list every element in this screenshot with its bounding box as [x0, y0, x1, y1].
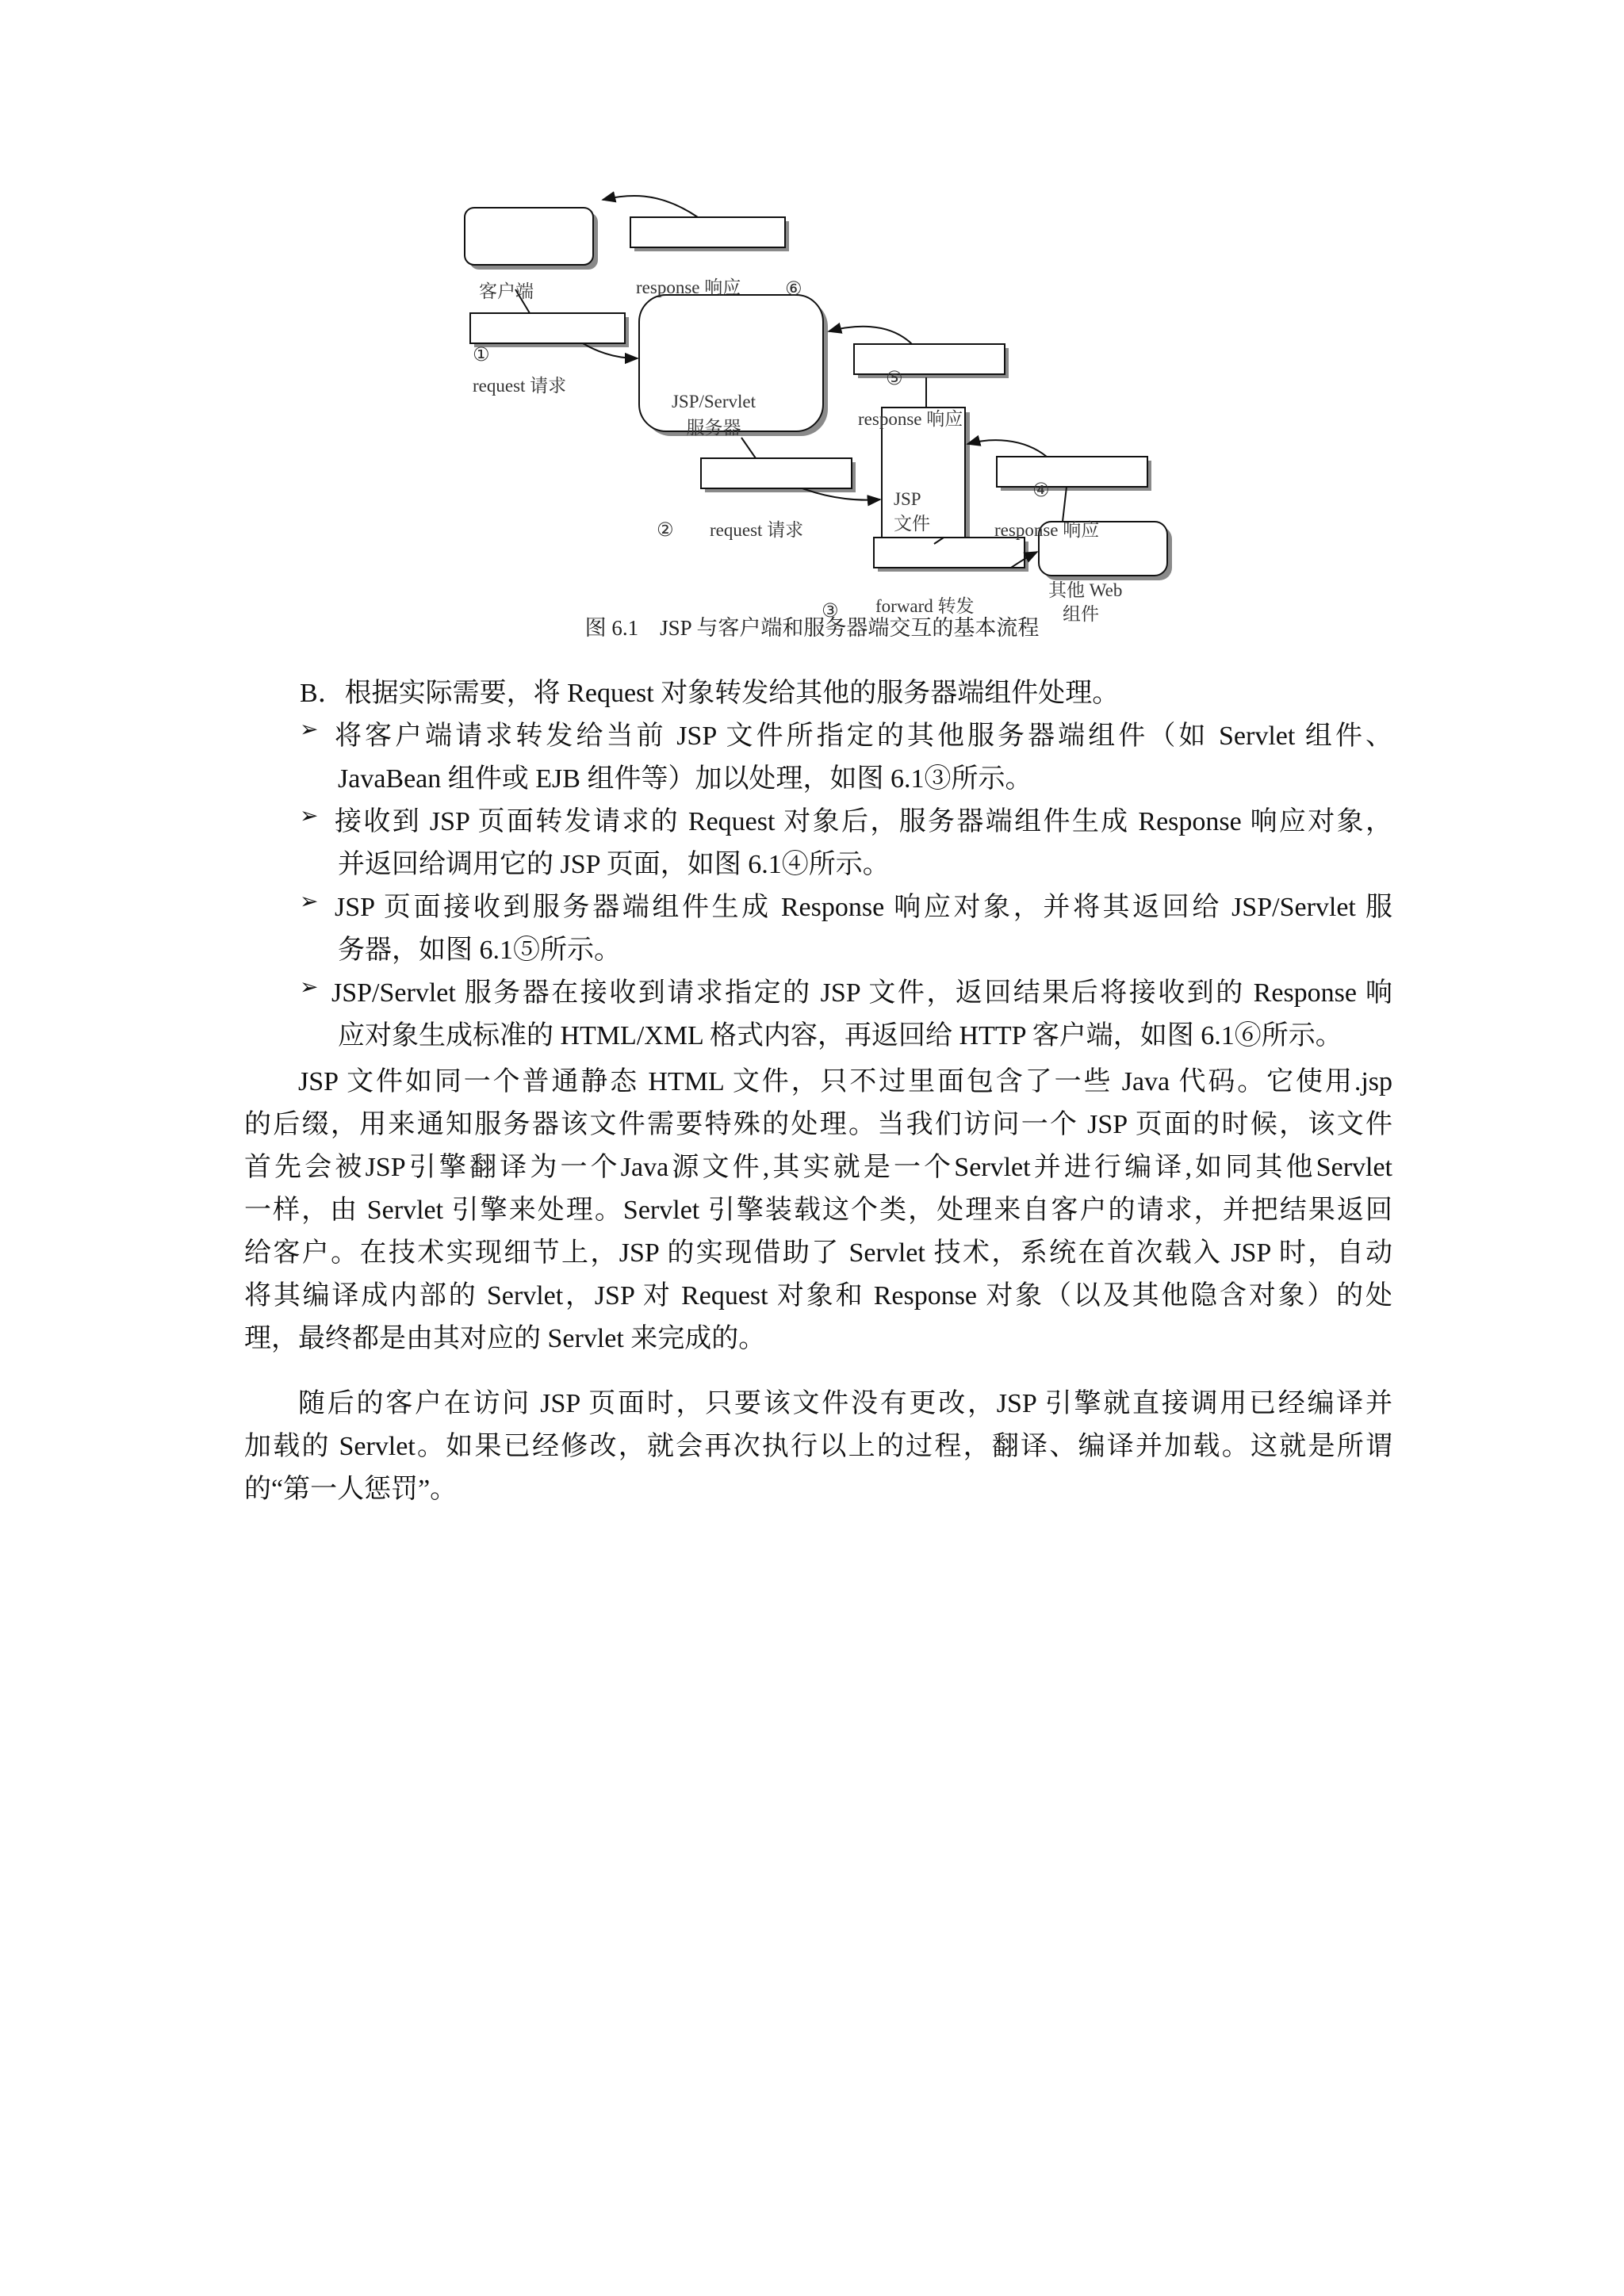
paragraph-1-line-3: 首先会被JSP引擎翻译为一个Java源文件,其实就是一个Servlet并进行编译,如同其他Servlet [244, 1153, 1392, 1182]
bullet-3-line-2: 务器，如图 6.1⑤所示。 [338, 936, 621, 965]
label-client: 客户端 [479, 281, 534, 301]
label-jsp-line1: JSP [894, 489, 921, 509]
request-bar-1 [470, 313, 629, 347]
paragraph-1-line-2: 的后缀，用来通知服务器该文件需要特殊的处理。当我们访问一个 JSP 页面的时候，该文件 [244, 1110, 1392, 1139]
paragraph-1-line-7: 理，最终都是由其对应的 Servlet 来完成的。 [244, 1324, 766, 1353]
label-response-4: response 响应 [994, 520, 1100, 540]
label-response-6: response 响应 [636, 277, 741, 297]
section-heading-b: B．根据实际需要，将 Request 对象转发给其他的服务器端组件处理。 [300, 679, 1120, 708]
response-bar-6 [630, 217, 789, 251]
label-jsp-line2: 文件 [894, 514, 930, 534]
response-bar-5 [854, 344, 1009, 378]
server-box [639, 295, 828, 436]
arrow-5-to-server [829, 327, 912, 344]
paragraph-1-line-6: 将其编译成内部的 Servlet，JSP 对 Request 对象和 Response 对象（以及其他隐含对象）的处 [244, 1281, 1392, 1311]
arrow-4-to-jsp [967, 440, 1047, 457]
bullet-3-line-1: JSP 页面接收到服务器端组件生成 Response 响应对象，并将其返回给 JSP/Servlet 服 [335, 893, 1392, 922]
figure-jsp-flow-diagram [0, 0, 1624, 650]
label-request-2: request 请求 [710, 520, 804, 540]
bullet-1-line-2: JavaBean 组件或 EJB 组件等）加以处理，如图 6.1③所示。 [338, 764, 1032, 794]
connector-web-response4 [1063, 487, 1067, 522]
label-circle-1: ① [473, 343, 490, 365]
paragraph-1-line-5: 给客户。在技术实现细节上，JSP 的实现借助了 Servlet 技术，系统在首次载入 JSP 时，自动 [244, 1238, 1392, 1268]
paragraph-2-line-2: 加载的 Servlet。如果已经修改，就会再次执行以上的过程，翻译、编译并加载。这就是所谓 [244, 1432, 1392, 1461]
figure-caption: 图 6.1 JSP 与客户端和服务器端交互的基本流程 [584, 616, 1040, 640]
paragraph-2-line-3: 的“第一人惩罚”。 [244, 1475, 458, 1504]
bullet-arrow-icon: ➢ [300, 802, 319, 828]
arrow-6-to-client [603, 196, 698, 217]
bullet-1-line-1: 将客户端请求转发给当前 JSP 文件所指定的其他服务器端组件（如 Servlet 组件、 [335, 721, 1392, 751]
label-response-5: response 响应 [858, 409, 963, 429]
label-circle-3: ③ [822, 599, 839, 622]
connector-server-request2 [741, 438, 756, 458]
label-circle-6: ⑥ [785, 277, 802, 300]
bullet-2-line-1: 接收到 JSP 页面转发请求的 Request 对象后，服务器端组件生成 Response 响应对象， [335, 807, 1392, 836]
response-bar-4 [997, 457, 1151, 491]
label-forward-3: forward 转发 [875, 596, 975, 616]
label-web-line2: 组件 [1063, 604, 1099, 624]
flow-diagram [0, 0, 1624, 650]
client-box [465, 208, 598, 270]
label-server-line2: 服务器 [686, 418, 741, 438]
bullet-arrow-icon: ➢ [300, 888, 319, 914]
label-server-line1: JSP/Servlet [671, 392, 756, 411]
label-circle-4: ④ [1032, 479, 1050, 501]
label-circle-5: ⑤ [886, 367, 903, 389]
bullet-arrow-icon: ➢ [300, 974, 319, 1000]
forward-bar-3 [874, 538, 1028, 572]
request-bar-2 [701, 458, 856, 492]
label-request-1: request 请求 [473, 376, 567, 396]
bullet-4-line-2: 应对象生成标准的 HTML/XML 格式内容，再返回给 HTTP 客户端，如图 6.1⑥所示。 [338, 1021, 1342, 1050]
paragraph-1-line-1: JSP 文件如同一个普通静态 HTML 文件，只不过里面包含了一些 Java 代码。它使用.jsp [298, 1067, 1392, 1096]
bullet-2-line-2: 并返回给调用它的 JSP 页面，如图 6.1④所示。 [338, 850, 890, 879]
bullet-arrow-icon: ➢ [300, 716, 319, 742]
label-web-line1: 其他 Web [1048, 580, 1123, 600]
paragraph-1-line-4: 一样，由 Servlet 引擎来处理。Servlet 引擎装载这个类，处理来自客户的请求，并把结果返回 [244, 1196, 1392, 1225]
bullet-4-line-1: JSP/Servlet 服务器在接收到请求指定的 JSP 文件，返回结果后将接收到的 Response 响 [331, 978, 1392, 1008]
paragraph-2-line-1: 随后的客户在访问 JSP 页面时，只要该文件没有更改，JSP 引擎就直接调用已经编译并 [298, 1389, 1392, 1418]
label-circle-2: ② [657, 519, 674, 541]
